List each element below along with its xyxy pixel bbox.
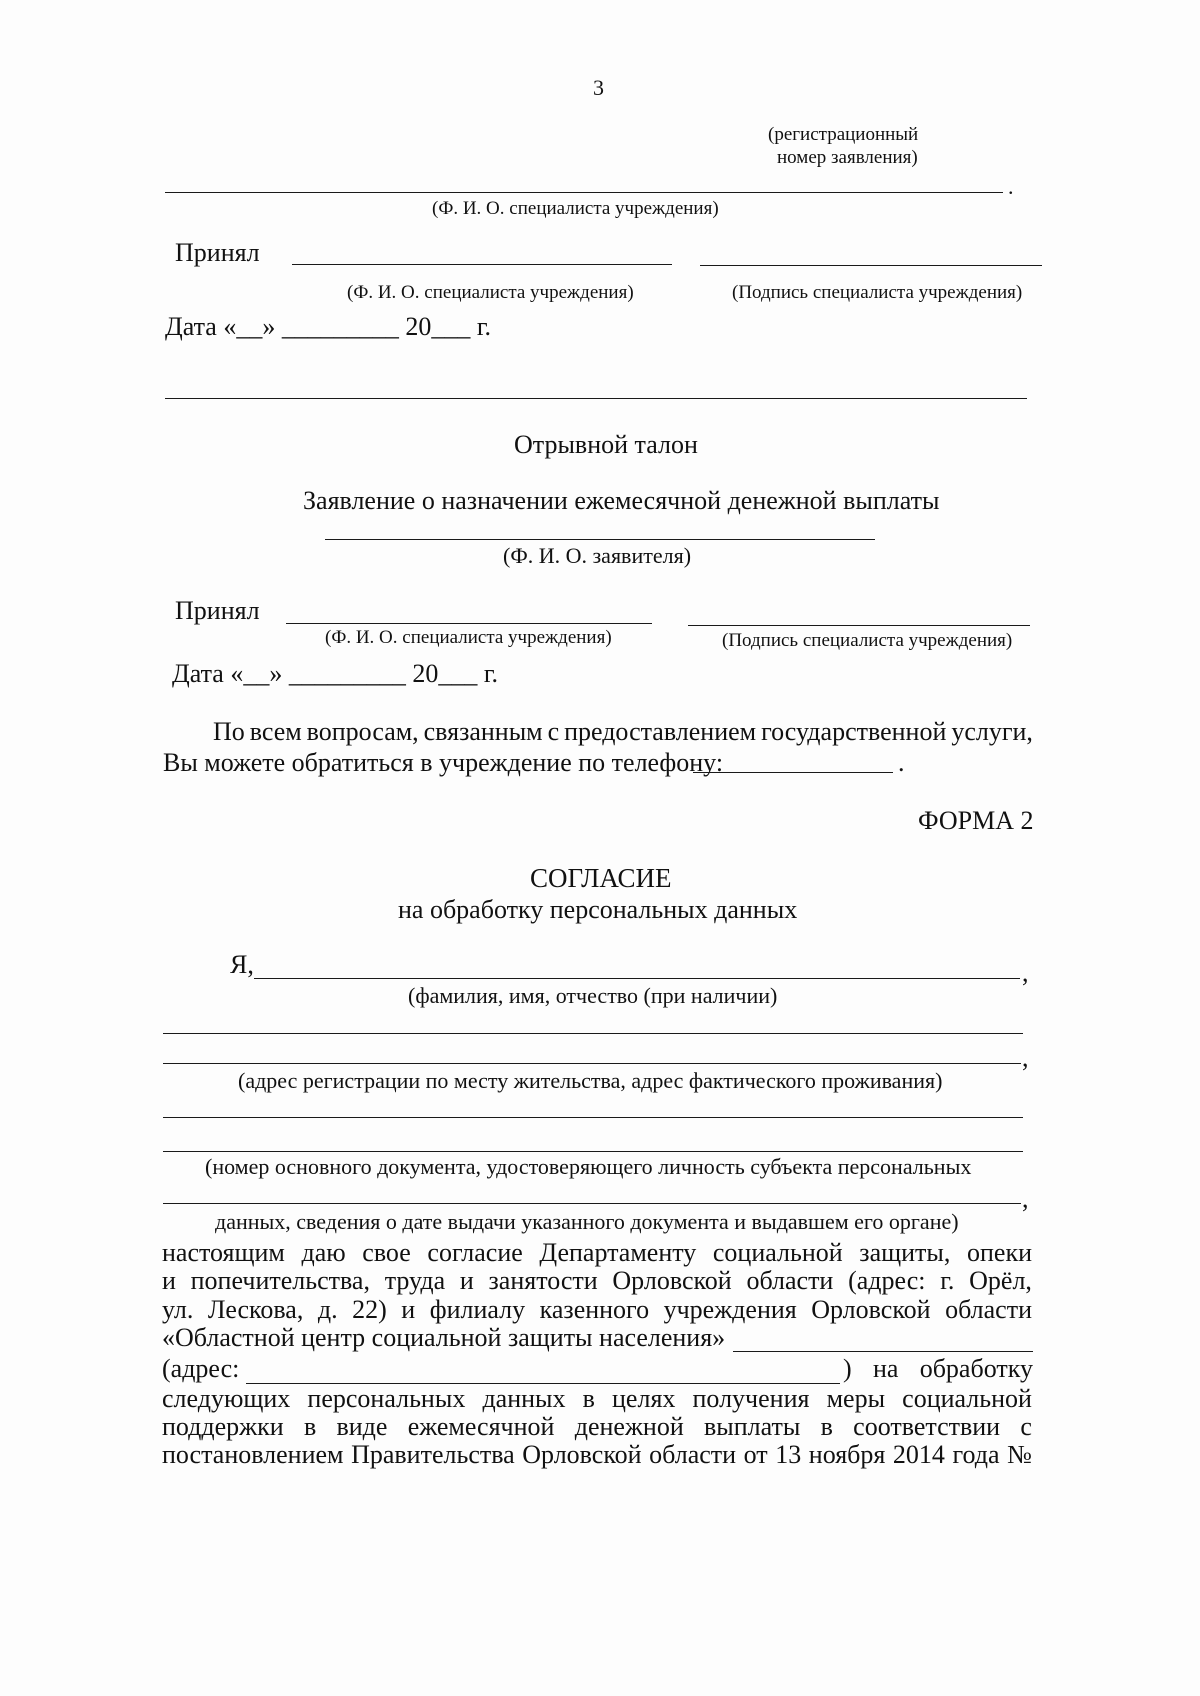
top-fio-caption: (Ф. И. О. специалиста учреждения) (432, 198, 719, 219)
reg-number-caption-line1: (регистрационный (768, 124, 919, 145)
address-line-1 (163, 1033, 1023, 1034)
document-line-1 (163, 1117, 1023, 1118)
name-caption: (фамилия, имя, отчество (при наличии) (408, 983, 778, 1008)
consent-body-line-1: настоящим даю свое согласие Департаменту социальной защиты, опеки (162, 1238, 1032, 1267)
name-line-comma: , (1022, 958, 1029, 987)
applicant-caption: (Ф. И. О. заявителя) (503, 543, 692, 568)
top-fio-line (165, 192, 1003, 193)
name-line (254, 978, 1020, 979)
form-label: ФОРМА 2 (918, 806, 1034, 835)
applicant-line (325, 539, 875, 540)
consent-body-line-5: поддержки в виде ежемесячной денежной выплаты в соответствии с (162, 1412, 1032, 1441)
tear-off-fio-line (286, 623, 652, 624)
tear-off-date-field: Дата «__» _________ 20___ г. (172, 659, 499, 688)
accepted-signature-line (700, 265, 1042, 266)
accepted-signature-caption: (Подпись специалиста учреждения) (732, 282, 1023, 303)
contact-line-1: По всем вопросам, связанным с предоставлением государственной услуги, (213, 717, 1033, 746)
document-line-comma: , (1022, 1184, 1029, 1213)
reg-number-caption-line2: номер заявления) (777, 147, 918, 168)
address-start: (адрес: (162, 1354, 240, 1383)
contact-line-2: Вы можете обратиться в учреждение по телефону: (163, 748, 724, 777)
consent-body-line-3: ул. Лескова, д. 22) и филиалу казенного учреждения Орловской области (162, 1295, 1032, 1324)
date-field: Дата «__» _________ 20___ г. (165, 312, 492, 341)
document-caption-2: данных, сведения о дате выдачи указанного документа и выдавшем его органе) (215, 1209, 959, 1234)
consent-title: СОГЛАСИЕ (530, 863, 672, 893)
phone-line-dot: . (898, 748, 905, 777)
top-line-dot: . (1008, 174, 1014, 199)
document-caption-1: (номер основного документа, удостоверяющего личность субъекта персональных (205, 1154, 972, 1179)
page-number: 3 (593, 75, 604, 100)
phone-line (693, 772, 893, 773)
address-caption: (адрес регистрации по месту жительства, адрес фактического проживания) (238, 1068, 943, 1093)
tear-off-signature-caption: (Подпись специалиста учреждения) (722, 630, 1013, 651)
address-line-comma: , (1022, 1043, 1029, 1072)
consent-subtitle: на обработку персональных данных (398, 895, 798, 924)
center-branch-line (733, 1351, 1033, 1352)
consent-body-line-2: и попечительства, труда и занятости Орловской области (адрес: г. Орёл, (162, 1266, 1032, 1295)
accepted-label: Принял (175, 238, 260, 267)
document-line-3 (163, 1203, 1021, 1204)
tear-off-signature-line (688, 625, 1030, 626)
i-label: Я, (230, 950, 254, 979)
separator-line (165, 398, 1027, 399)
tear-off-statement: Заявление о назначении ежемесячной денежной выплаты (303, 486, 940, 515)
consent-body-line-6: постановлением Правительства Орловской области от 13 ноября 2014 года № (162, 1440, 1032, 1469)
tear-off-title: Отрывной талон (514, 430, 698, 459)
tear-off-fio-caption: (Ф. И. О. специалиста учреждения) (325, 627, 612, 648)
tear-off-accepted-label: Принял (175, 596, 260, 625)
address-line-2 (163, 1063, 1021, 1064)
center-name-line: «Областной центр социальной защиты населения» (162, 1323, 726, 1352)
address-end: ) на обработку (843, 1354, 1033, 1383)
document-line-2 (163, 1151, 1023, 1152)
accepted-fio-caption: (Ф. И. О. специалиста учреждения) (347, 282, 634, 303)
consent-body-line-4: следующих персональных данных в целях получения меры социальной (162, 1384, 1032, 1413)
accepted-fio-line (292, 264, 672, 265)
